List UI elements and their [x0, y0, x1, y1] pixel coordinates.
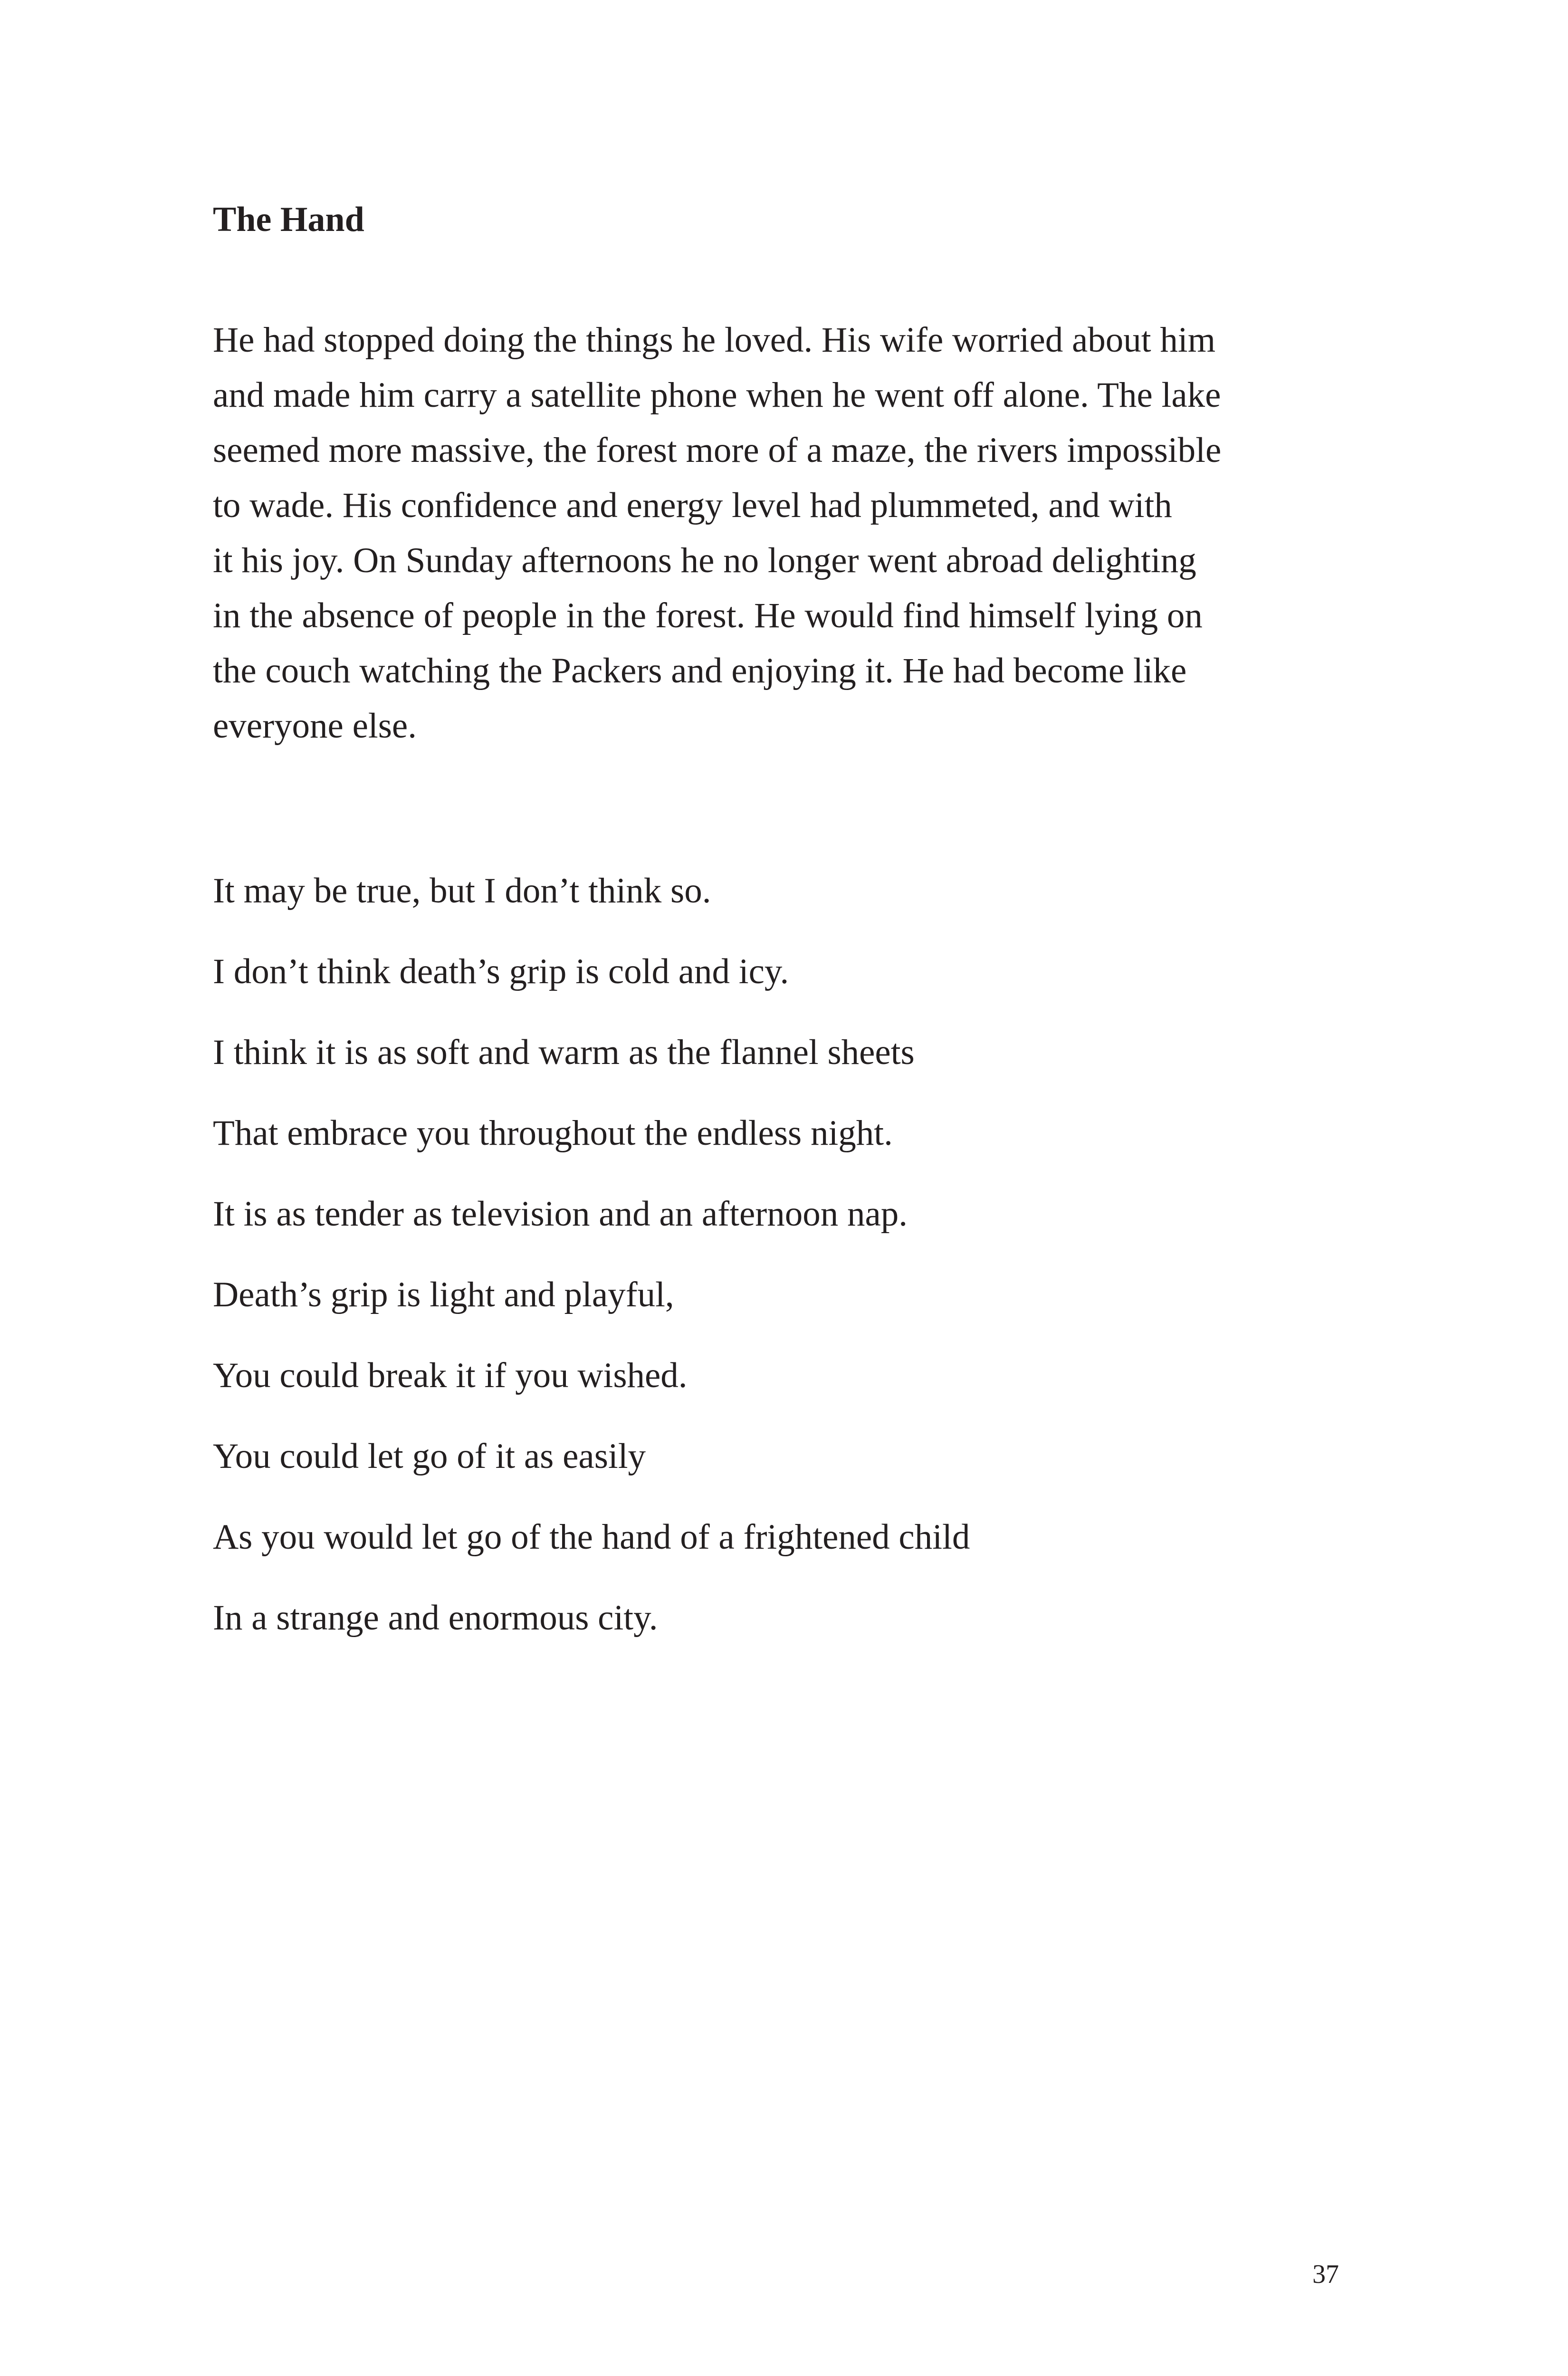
prose-line: it his joy. On Sunday afternoons he no longer went abroad delighting	[213, 541, 1196, 580]
poem-line: I think it is as soft and warm as the flannel sheets	[213, 1033, 915, 1072]
prose-line: the couch watching the Packers and enjoying it. He had become like	[213, 651, 1187, 690]
poem-stanza	[213, 851, 1329, 1658]
poem-line: As you would let go of the hand of a frightened child	[213, 1517, 970, 1557]
prose-line: to wade. His confidence and energy level had plummeted, and with	[213, 486, 1172, 525]
poem-line: In a strange and enormous city.	[213, 1598, 658, 1638]
prose-line: and made him carry a satellite phone when he went off alone. The lake	[213, 375, 1221, 415]
poem-line: It may be true, but I don’t think so.	[213, 871, 711, 910]
poem-line: That embrace you throughout the endless night.	[213, 1113, 893, 1153]
prose-paragraph	[213, 313, 1329, 754]
poem-line: You could let go of it as easily	[213, 1437, 646, 1476]
poem-line: It is as tender as television and an afternoon nap.	[213, 1194, 908, 1234]
poem-line: Death’s grip is light and playful,	[213, 1275, 674, 1314]
poem-title: The Hand	[213, 200, 364, 239]
prose-line: in the absence of people in the forest. He would find himself lying on	[213, 596, 1203, 635]
poem-line: You could break it if you wished.	[213, 1356, 688, 1395]
page-number: 37	[1312, 2260, 1339, 2289]
prose-line: everyone else.	[213, 706, 417, 746]
prose-line: seemed more massive, the forest more of a maze, the rivers impossible	[213, 431, 1222, 470]
prose-line: He had stopped doing the things he loved. His wife worried about him	[213, 320, 1216, 360]
poem-line: I don’t think death’s grip is cold and icy.	[213, 952, 789, 991]
